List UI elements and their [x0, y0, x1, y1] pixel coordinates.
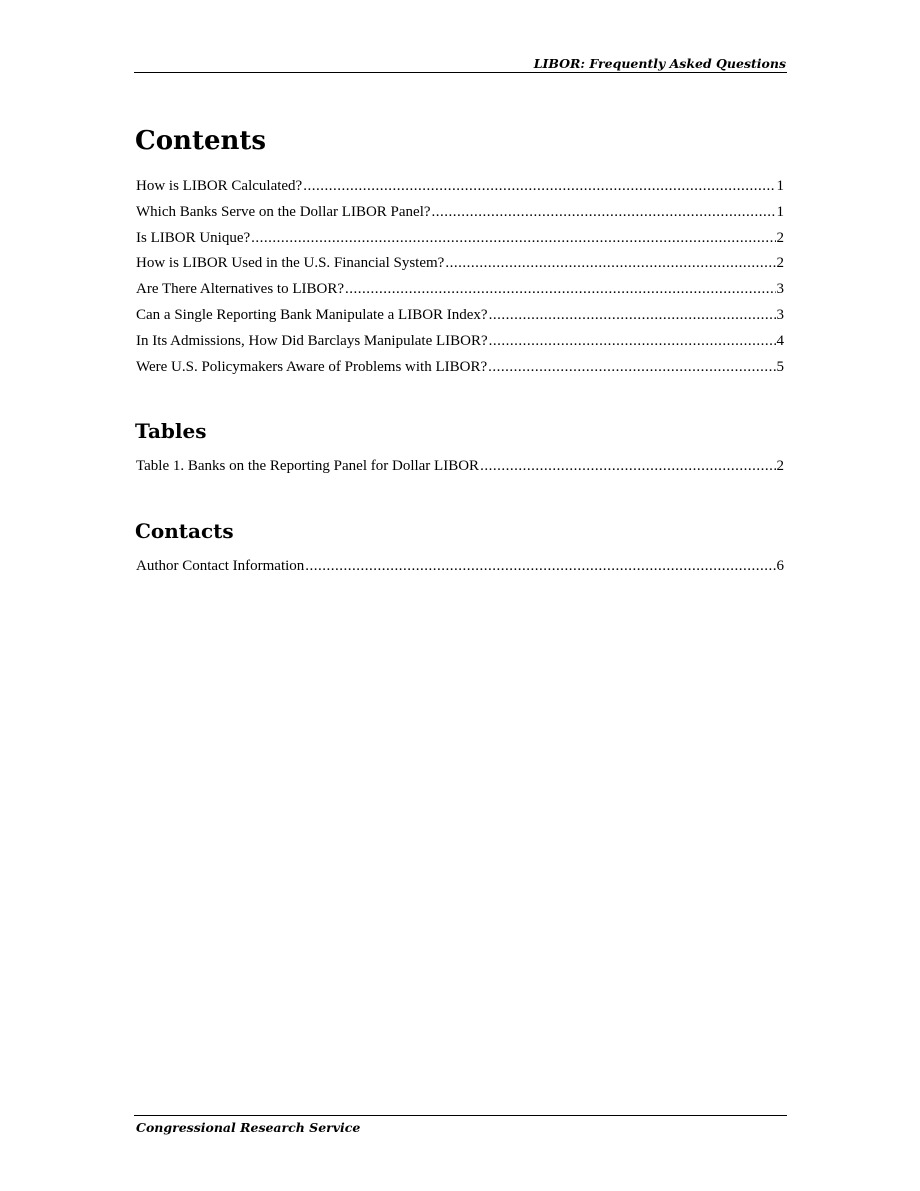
toc-entry[interactable]	[136, 228, 784, 254]
toc-entry-label: Are There Alternatives to LIBOR?	[136, 281, 344, 298]
toc-entry[interactable]	[136, 357, 784, 383]
contacts-list	[136, 556, 784, 582]
contents-list	[136, 176, 784, 382]
toc-entry-label: Which Banks Serve on the Dollar LIBOR Panel?	[136, 203, 431, 220]
dot-leader	[445, 253, 775, 273]
tables-list	[136, 456, 784, 482]
toc-entry-label: Were U.S. Policymakers Aware of Problems with LIBOR?	[136, 358, 488, 375]
running-header: LIBOR: Frequently Asked Questions	[533, 56, 786, 71]
toc-entry[interactable]	[136, 456, 784, 482]
toc-entry-page: 2	[776, 229, 784, 246]
contents-title: Contents	[135, 126, 267, 156]
toc-entry-page: 2	[776, 458, 784, 474]
toc-entry[interactable]	[136, 305, 784, 331]
dot-leader	[489, 305, 776, 325]
dot-leader	[480, 456, 775, 476]
toc-entry[interactable]	[136, 253, 784, 279]
toc-entry-page: 4	[776, 332, 784, 349]
toc-entry-label: In Its Admissions, How Did Barclays Manipulate LIBOR?	[136, 332, 488, 349]
toc-entry-label: Can a Single Reporting Bank Manipulate a LIBOR Index?	[136, 306, 488, 323]
toc-entry[interactable]	[136, 331, 784, 357]
dot-leader	[432, 202, 776, 222]
toc-entry-page: 1	[776, 203, 784, 220]
contacts-title: Contacts	[135, 519, 234, 543]
toc-entry-page: 2	[776, 255, 784, 272]
toc-entry-page: 3	[776, 281, 784, 298]
toc-entry-label: How is LIBOR Calculated?	[136, 178, 303, 194]
toc-entry[interactable]	[136, 279, 784, 305]
toc-entry[interactable]	[136, 176, 784, 202]
dot-leader	[345, 279, 776, 299]
toc-entry[interactable]	[136, 202, 784, 228]
toc-entry-label: Table 1. Banks on the Reporting Panel for Dollar LIBOR	[136, 458, 480, 474]
dot-leader	[488, 357, 775, 377]
dot-leader	[251, 228, 775, 248]
dot-leader	[489, 331, 776, 351]
toc-entry[interactable]	[136, 556, 784, 582]
toc-entry-page: 6	[776, 558, 784, 574]
header-rule	[134, 72, 787, 73]
dot-leader	[305, 556, 775, 576]
toc-entry-label: Author Contact Information	[136, 558, 305, 574]
toc-entry-label: Is LIBOR Unique?	[136, 229, 251, 246]
dot-leader	[303, 176, 775, 196]
footer-publisher: Congressional Research Service	[136, 1120, 361, 1135]
tables-title: Tables	[135, 419, 207, 443]
toc-entry-page: 1	[776, 178, 784, 194]
toc-entry-page: 3	[776, 306, 784, 323]
footer-rule	[134, 1115, 787, 1116]
toc-entry-label: How is LIBOR Used in the U.S. Financial System?	[136, 255, 445, 272]
toc-entry-page: 5	[776, 358, 784, 375]
